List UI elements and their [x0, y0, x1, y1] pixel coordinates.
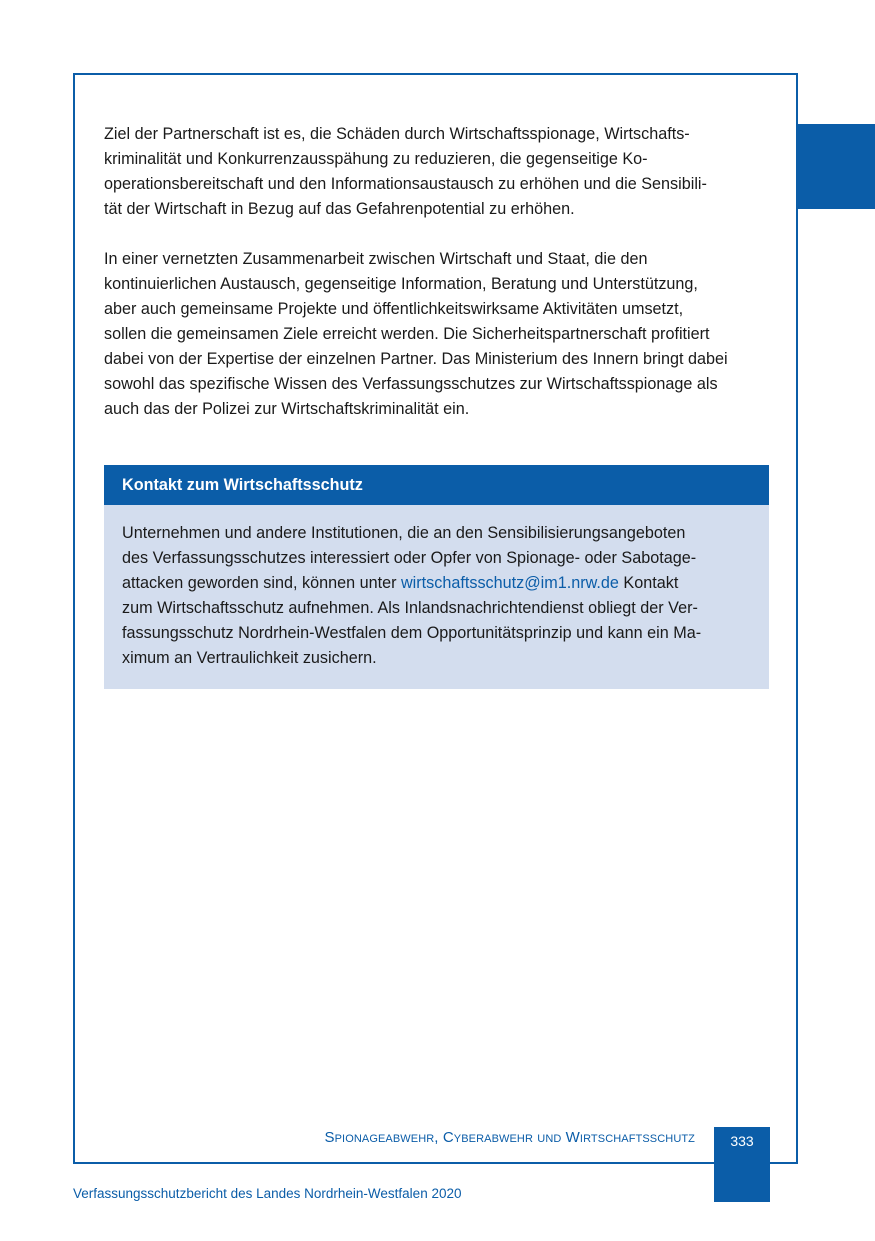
document-title: Verfassungsschutzbericht des Landes Nordrhein-Westfalen 2020 [73, 1186, 462, 1201]
page-number-box [714, 1127, 770, 1202]
paragraph-2 [104, 247, 772, 422]
infobox-line-with-email [122, 571, 751, 596]
infobox-line: zum Wirtschaftsschutz aufnehmen. Als Inlandsnachrichtendienst obliegt der Ver- [122, 599, 698, 617]
contact-infobox [104, 465, 769, 689]
paragraph-2-line: dabei von der Expertise der einzelnen Partner. Das Ministerium des Innern bringt dabei [104, 350, 728, 368]
paragraph-2-line: auch das der Polizei zur Wirtschaftskriminalität ein. [104, 400, 470, 418]
chapter-tab-marker [798, 124, 875, 209]
infobox-line: ximum an Vertraulichkeit zusichern. [122, 649, 377, 667]
infobox-title: Kontakt zum Wirtschaftsschutz [104, 465, 769, 505]
paragraph-1-line: Ziel der Partnerschaft ist es, die Schäden durch Wirtschaftsspionage, Wirtschafts- [104, 125, 690, 143]
paragraph-1-line: tät der Wirtschaft in Bezug auf das Gefahrenpotential zu erhöhen. [104, 200, 575, 218]
infobox-body [104, 505, 769, 689]
main-content [104, 122, 772, 447]
paragraph-1-line: operationsbereitschaft und den Informationsaustausch zu erhöhen und die Sensibili- [104, 175, 707, 193]
paragraph-2-line: kontinuierlichen Austausch, gegenseitige Information, Beratung und Unterstützung, [104, 275, 698, 293]
paragraph-2-line: sowohl das spezifische Wissen des Verfassungsschutzes zur Wirtschaftsspionage als [104, 375, 718, 393]
paragraph-2-line: sollen die gemeinsamen Ziele erreicht werden. Die Sicherheitspartnerschaft profitiert [104, 325, 710, 343]
section-title: Spionageabwehr, Cyberabwehr und Wirtschaftsschutz [324, 1129, 695, 1146]
paragraph-1 [104, 122, 772, 222]
infobox-line: des Verfassungsschutzes interessiert oder Opfer von Spionage- oder Sabotage- [122, 549, 697, 567]
page-number: 333 [730, 1133, 754, 1149]
paragraph-2-line: In einer vernetzten Zusammenarbeit zwischen Wirtschaft und Staat, die den [104, 250, 648, 268]
paragraph-2-line: aber auch gemeinsame Projekte und öffentlichkeitswirksame Aktivitäten umsetzt, [104, 300, 684, 318]
infobox-text: attacken geworden sind, können unter [122, 574, 401, 592]
email-link[interactable]: wirtschaftsschutz@im1.nrw.de [400, 574, 619, 592]
infobox-text: Kontakt [618, 574, 679, 592]
paragraph-1-line: kriminalität und Konkurrenzausspähung zu reduzieren, die gegenseitige Ko- [104, 150, 648, 168]
infobox-line: fassungsschutz Nordrhein-Westfalen dem Opportunitätsprinzip und kann ein Ma- [122, 624, 702, 642]
infobox-line: Unternehmen und andere Institutionen, die an den Sensibilisierungsangeboten [122, 524, 686, 542]
